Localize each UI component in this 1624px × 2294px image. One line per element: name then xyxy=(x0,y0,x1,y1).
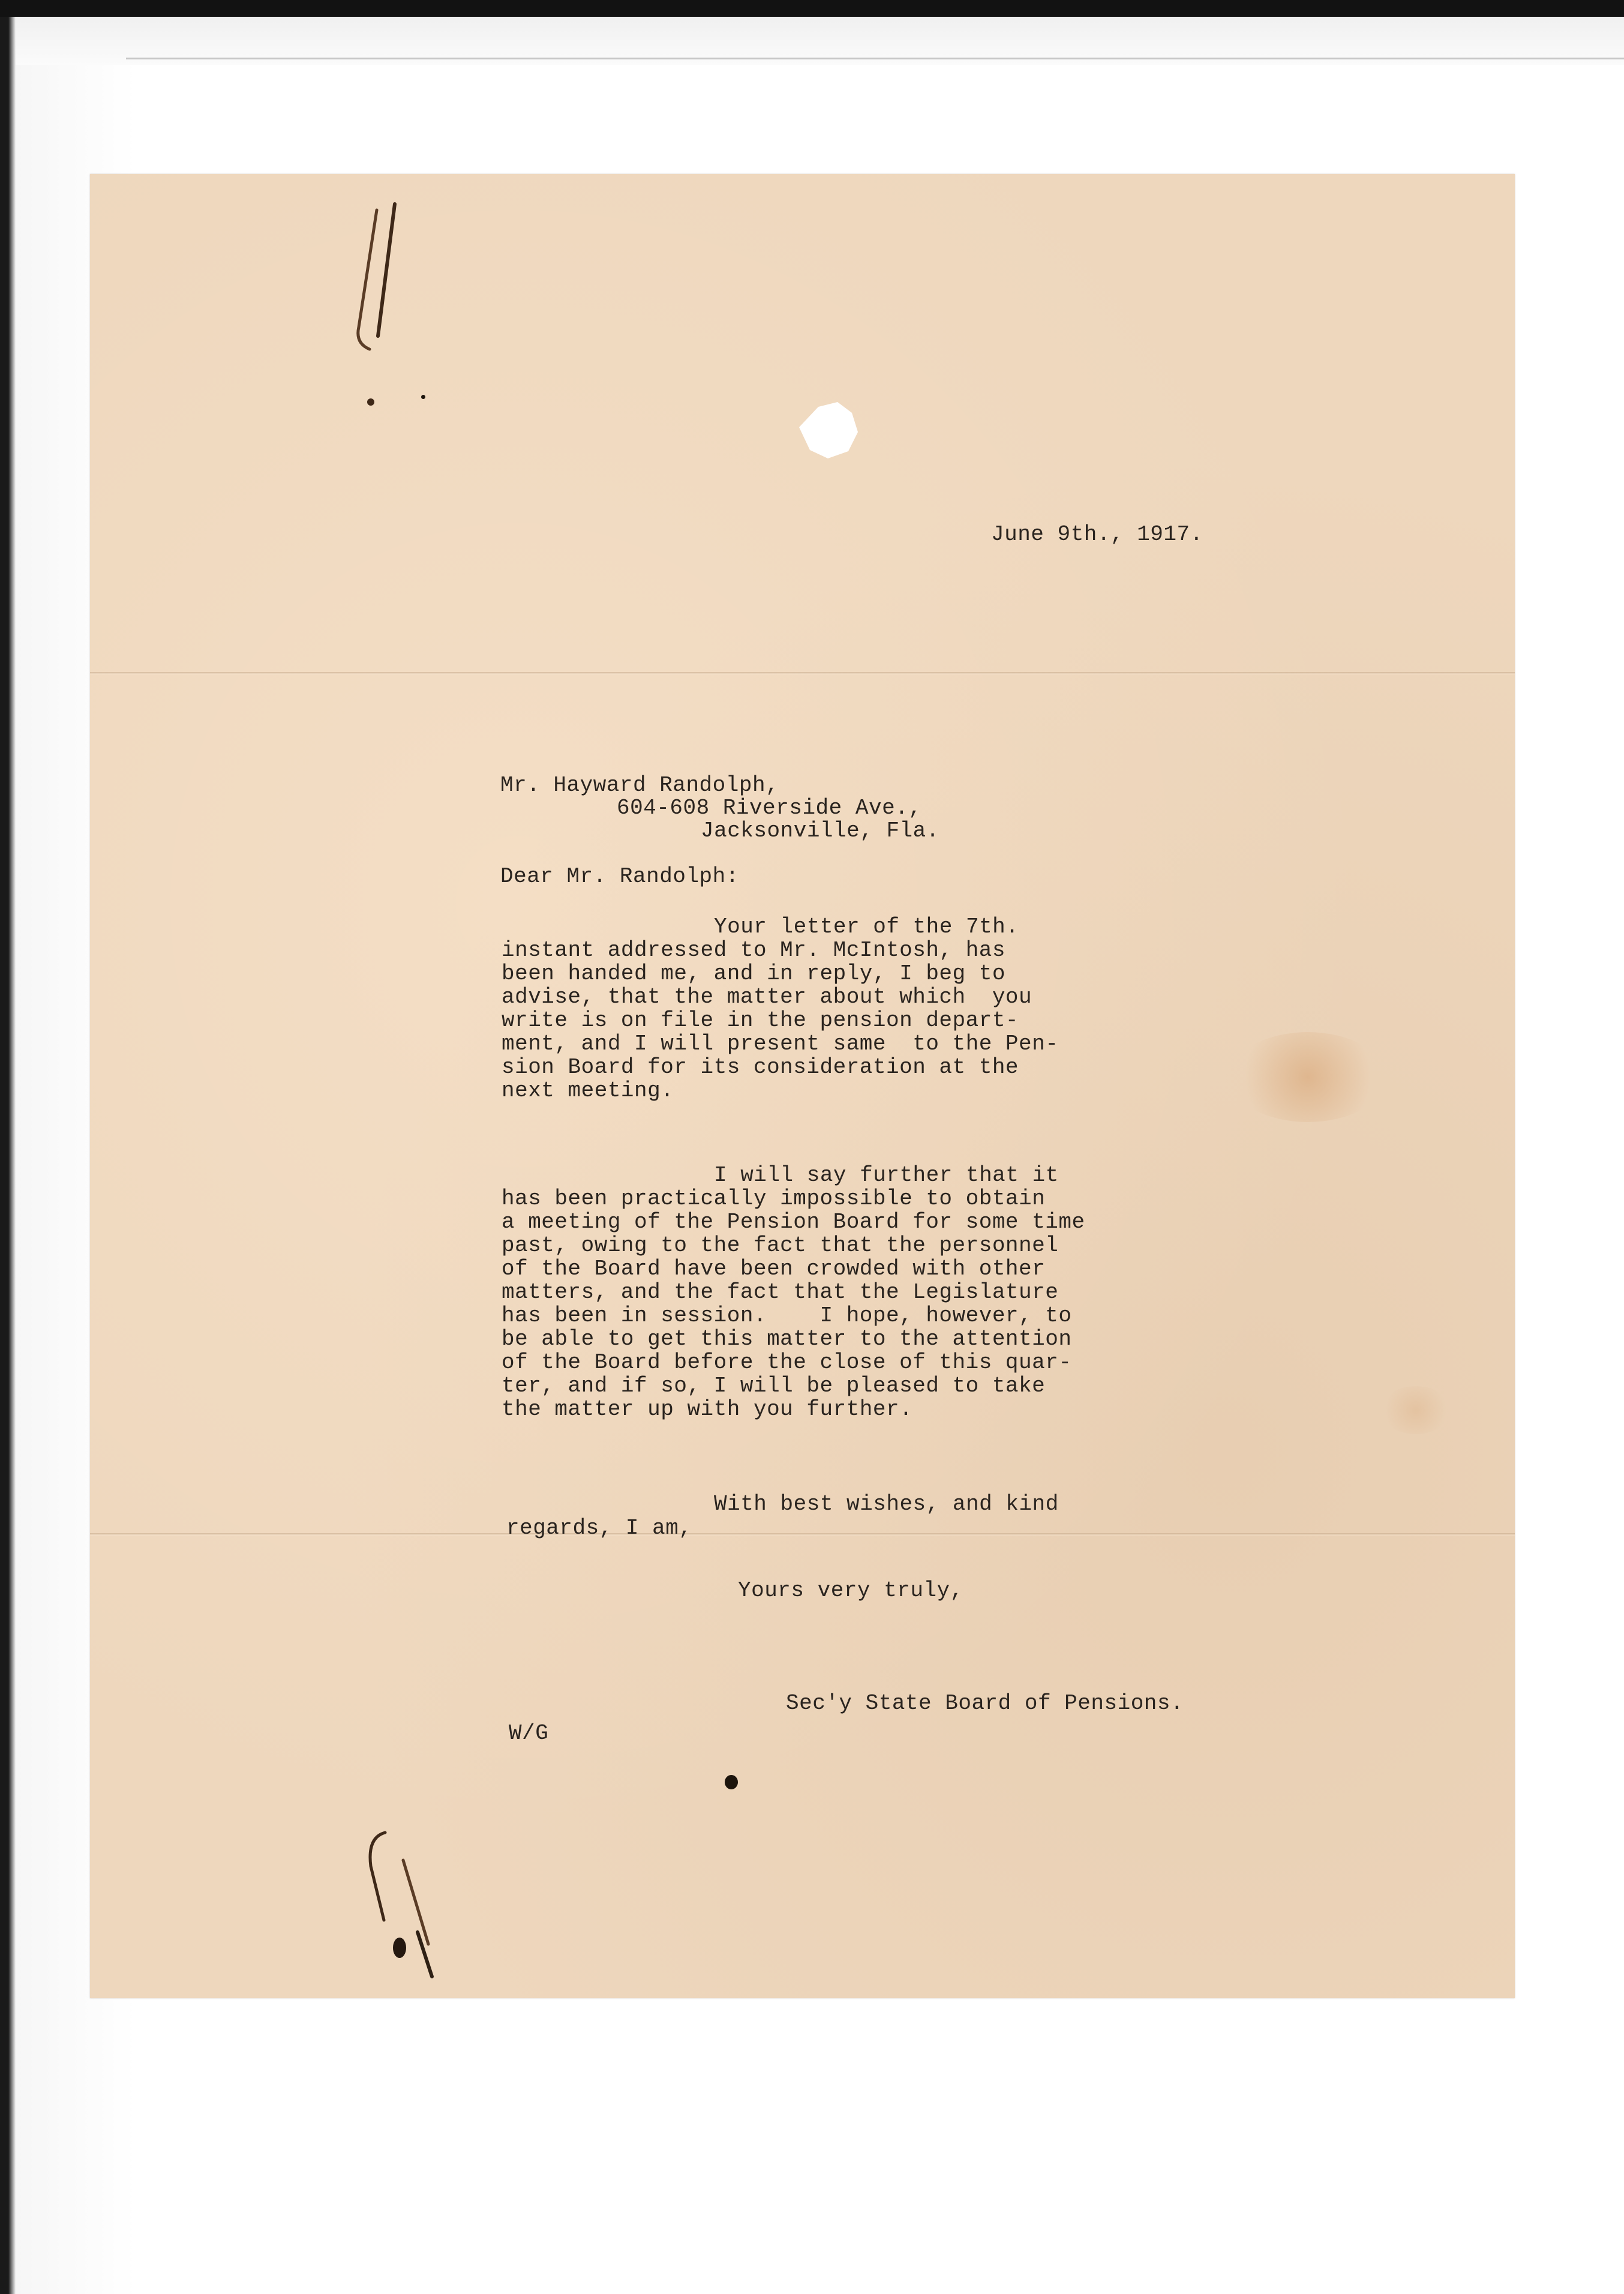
paragraph-line: ter, and if so, I will be pleased to take xyxy=(502,1374,1046,1398)
scanner-frame-left xyxy=(0,0,16,2294)
ink-speck xyxy=(421,395,425,399)
closing-line-2: regards, I am, xyxy=(506,1516,692,1540)
recipient-name: Mr. Hayward Randolph, xyxy=(500,773,779,797)
salutation: Dear Mr. Randolph: xyxy=(500,864,739,889)
paragraph-line: ment, and I will present same to the Pen- xyxy=(502,1031,1059,1056)
paragraph-line: matters, and the fact that the Legislature xyxy=(502,1280,1059,1305)
paragraph-line: Your letter of the 7th. xyxy=(714,914,1019,939)
valediction: Yours very truly, xyxy=(738,1578,963,1603)
paragraph-line: the matter up with you further. xyxy=(502,1397,913,1422)
paper-fold-upper xyxy=(90,672,1515,674)
letter-paper xyxy=(90,174,1515,1998)
paperclip-mark-top xyxy=(330,186,420,414)
paragraph-line: next meeting. xyxy=(502,1078,674,1103)
paragraph-line: write is on file in the pension depart- xyxy=(502,1008,1019,1033)
paragraph-line: instant addressed to Mr. McIntosh, has xyxy=(502,938,1005,962)
scanner-frame-top xyxy=(0,0,1624,17)
paper-hole xyxy=(791,396,863,462)
typist-initials: W/G xyxy=(509,1721,549,1746)
paragraph-line: has been in session. I hope, however, to xyxy=(502,1303,1072,1328)
paragraph-line: of the Board before the close of this quar- xyxy=(502,1350,1072,1375)
letter-date: June 9th., 1917. xyxy=(991,522,1203,547)
paragraph-line: been handed me, and in reply, I beg to xyxy=(502,961,1005,986)
paper-stain xyxy=(1230,1032,1386,1122)
scanner-edge-line xyxy=(126,58,1624,59)
paperclip-mark-bottom xyxy=(360,1824,480,2004)
closing-line-1: With best wishes, and kind xyxy=(714,1492,1059,1516)
paragraph-line: has been practically impossible to obtain xyxy=(502,1186,1046,1211)
recipient-city: Jacksonville, Fla. xyxy=(701,818,939,843)
paragraph-line: be able to get this matter to the attention xyxy=(502,1327,1072,1351)
signature-title: Sec'y State Board of Pensions. xyxy=(786,1691,1184,1716)
paragraph-line: I will say further that it xyxy=(714,1163,1059,1188)
paragraph-line: sion Board for its consideration at the xyxy=(502,1055,1019,1079)
paper-fold-lower xyxy=(90,1533,1515,1536)
ink-blot xyxy=(725,1775,738,1789)
paper-stain xyxy=(1380,1386,1452,1434)
recipient-street: 604-608 Riverside Ave., xyxy=(617,796,922,820)
paragraph-line: past, owing to the fact that the personnel xyxy=(502,1233,1059,1258)
paragraph-line: a meeting of the Pension Board for some time xyxy=(502,1210,1085,1234)
paragraph-line: advise, that the matter about which you xyxy=(502,985,1032,1009)
paragraph-line: of the Board have been crowded with other xyxy=(502,1257,1046,1281)
